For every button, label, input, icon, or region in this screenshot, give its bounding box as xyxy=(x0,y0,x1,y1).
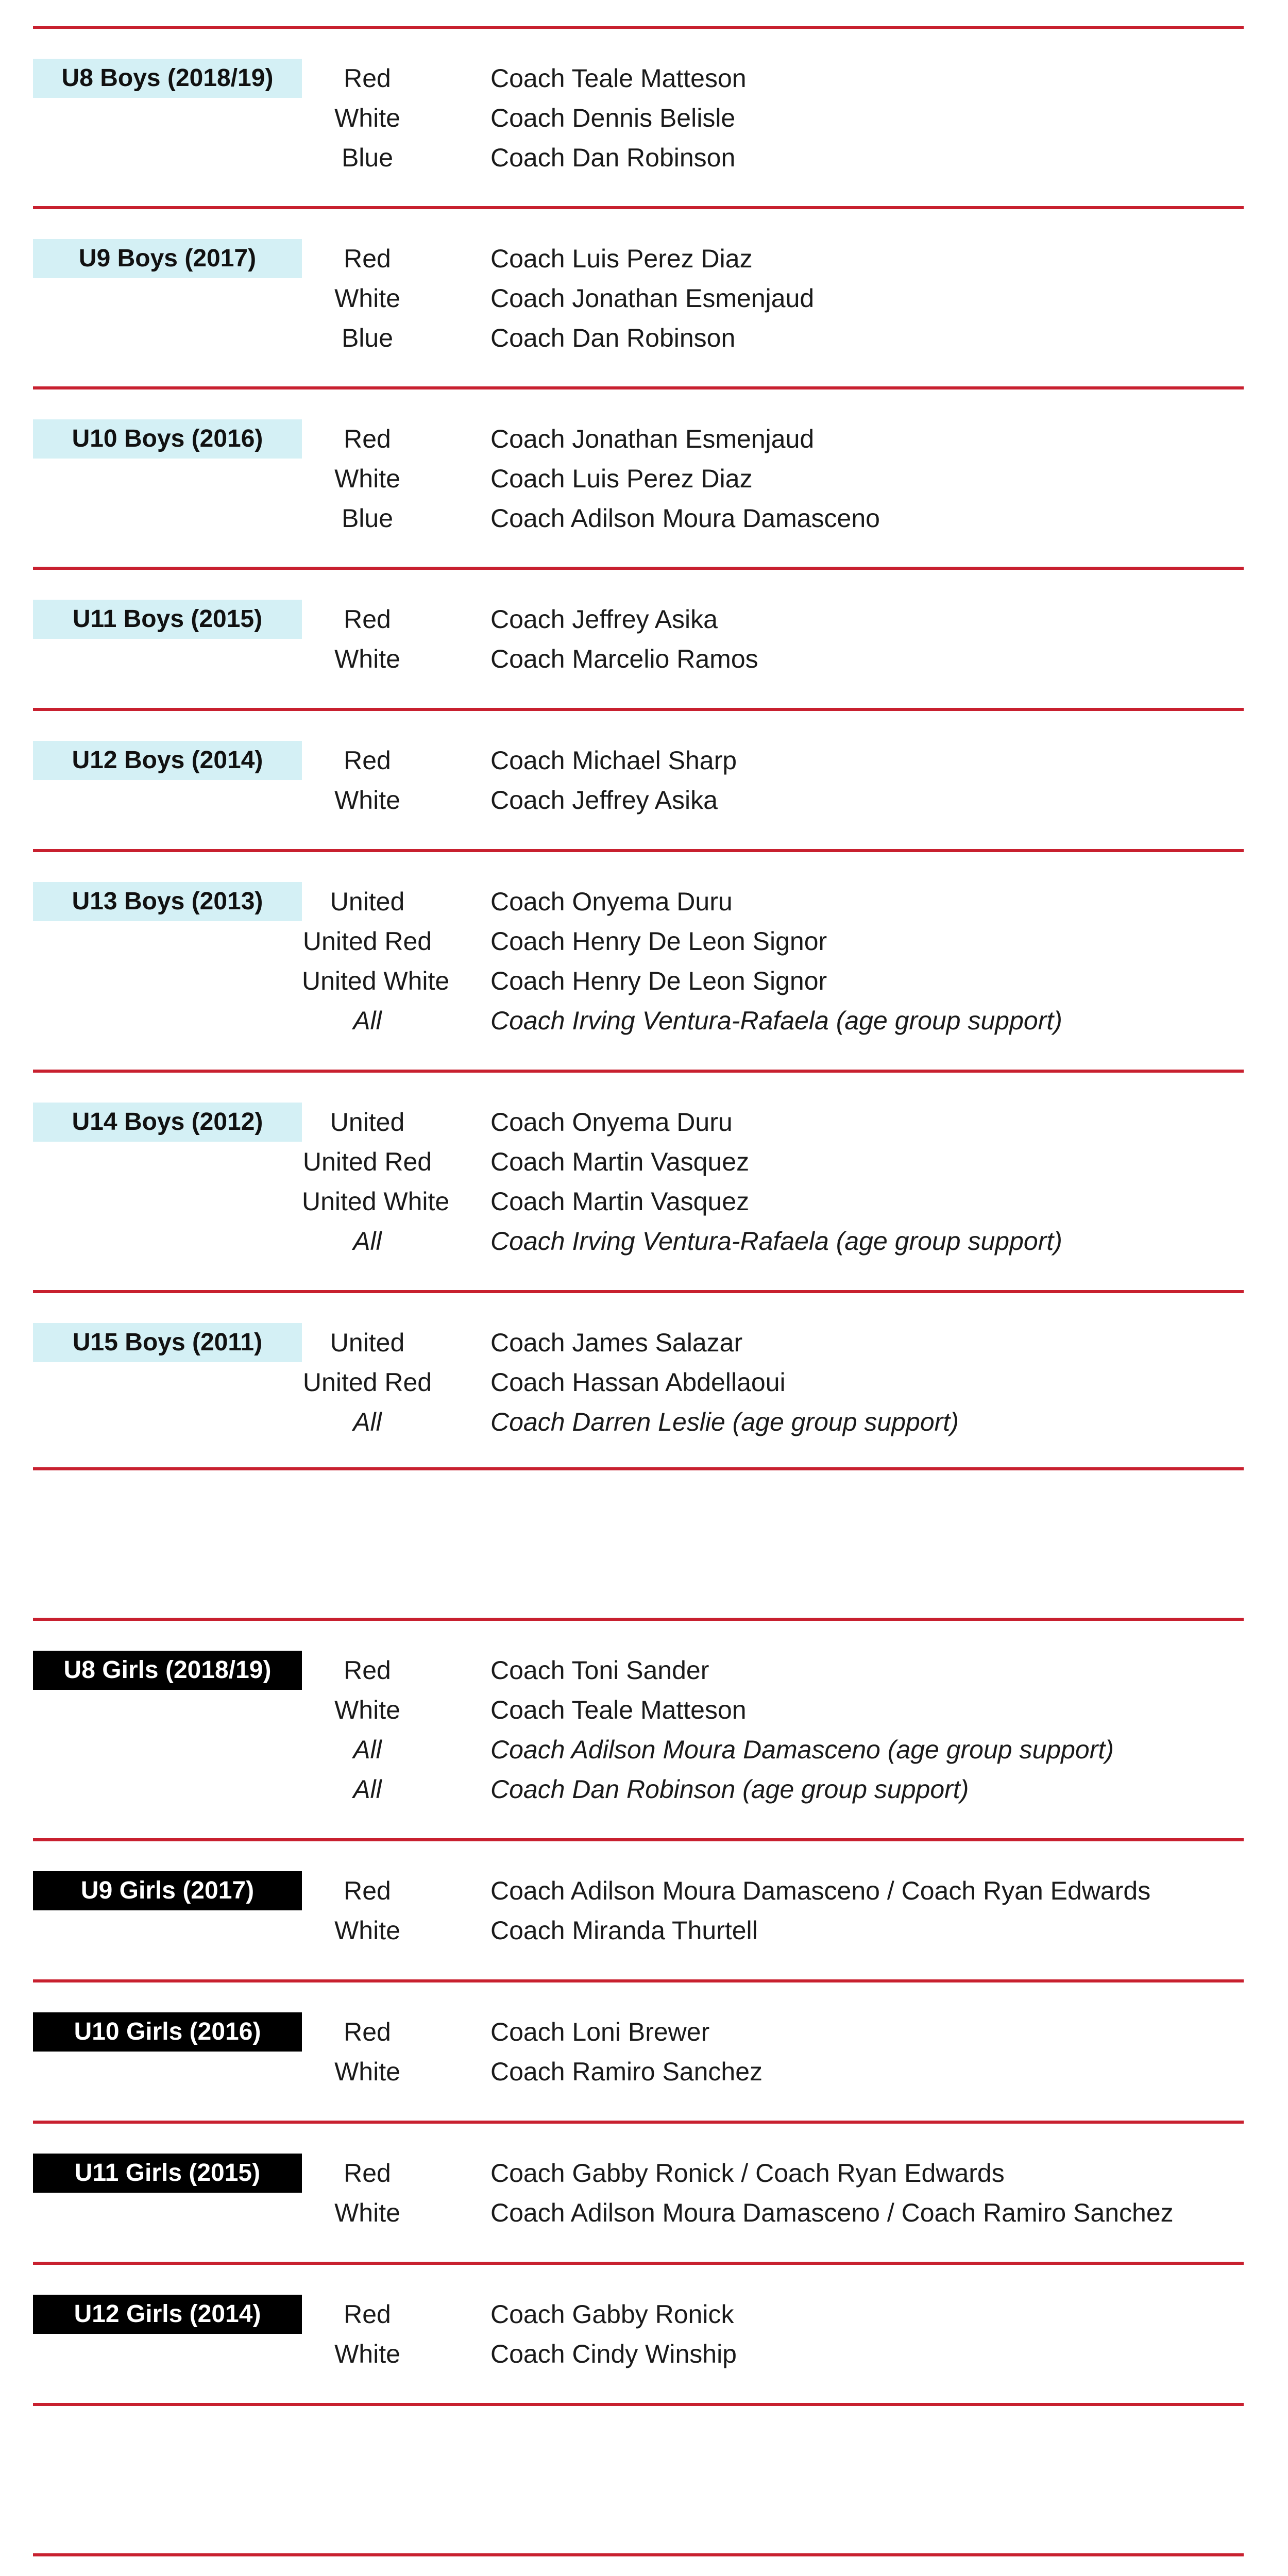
coach-name: Coach Martin Vasquez xyxy=(490,1147,750,1176)
coach-name: Coach Toni Sander xyxy=(490,1656,709,1685)
age-group-label: U14 Boys (2012) xyxy=(33,1103,302,1142)
team-row xyxy=(33,1770,1244,1809)
team-name: Red xyxy=(344,244,391,273)
boys-section xyxy=(0,26,1288,1470)
team-name: Red xyxy=(344,64,391,93)
team-name: United xyxy=(330,1108,405,1137)
coach-name: Coach Cindy Winship xyxy=(490,2340,737,2368)
age-group-label: U15 Boys (2011) xyxy=(33,1323,302,1362)
coach-name: Coach Michael Sharp xyxy=(490,746,737,775)
age-group-label: U8 Girls (2018/19) xyxy=(33,1651,302,1690)
age-group xyxy=(33,1979,1244,2121)
coach-name: Coach Teale Matteson xyxy=(490,64,747,93)
coach-name: Coach Jonathan Esmenjaud xyxy=(490,425,815,453)
age-group xyxy=(33,567,1244,708)
team-name: White xyxy=(334,2198,400,2227)
age-group xyxy=(33,206,1244,386)
team-name: United Red xyxy=(302,1368,432,1397)
team-list xyxy=(33,419,1244,538)
age-group-label: U10 Boys (2016) xyxy=(33,419,302,459)
coach-name: Coach Gabby Ronick xyxy=(490,2300,734,2329)
team-name: White xyxy=(334,2057,400,2086)
coach-name: Coach Jeffrey Asika xyxy=(490,605,718,634)
coach-name: Coach Henry De Leon Signor xyxy=(490,967,827,995)
team-list xyxy=(33,600,1244,679)
team-name: Red xyxy=(344,2300,391,2329)
coach-name: Coach Teale Matteson xyxy=(490,1696,747,1724)
team-row xyxy=(33,1142,1244,1182)
team-row xyxy=(33,2012,1244,2052)
age-group xyxy=(33,1290,1244,1470)
coach-name: Coach Dennis Belisle xyxy=(490,104,736,132)
coach-name: Coach Dan Robinson (age group support) xyxy=(490,1775,969,1804)
coach-name: Coach Onyema Duru xyxy=(490,887,733,916)
coach-name: Coach Hassan Abdellaoui xyxy=(490,1368,786,1397)
team-name: White xyxy=(334,786,400,815)
team-name: United White xyxy=(302,1187,450,1216)
team-list xyxy=(33,1323,1244,1442)
team-row xyxy=(33,961,1244,1001)
team-row xyxy=(33,1103,1244,1142)
coach-name: Coach Jonathan Esmenjaud xyxy=(490,284,815,313)
team-name: Red xyxy=(344,2018,391,2046)
coach-name: Coach Dan Robinson xyxy=(490,143,736,172)
age-group-label: U12 Girls (2014) xyxy=(33,2295,302,2334)
coach-name: Coach Marcelio Ramos xyxy=(490,645,758,673)
coach-name: Coach Onyema Duru xyxy=(490,1108,733,1137)
age-group-label: U9 Boys (2017) xyxy=(33,239,302,278)
team-row xyxy=(33,1651,1244,1690)
age-group xyxy=(33,386,1244,567)
coach-name: Coach Adilson Moura Damasceno / Coach Ramiro Sanchez xyxy=(490,2198,1174,2227)
team-name: Red xyxy=(344,425,391,453)
coach-name: Coach Miranda Thurtell xyxy=(490,1916,758,1945)
coach-name: Coach Adilson Moura Damasceno xyxy=(490,504,880,533)
coach-name: Coach Irving Ventura-Rafaela (age group support) xyxy=(490,1227,1062,1256)
team-name: White xyxy=(334,1916,400,1945)
team-name: United xyxy=(330,887,405,916)
team-row xyxy=(33,138,1244,178)
girls-section xyxy=(0,1618,1288,2406)
team-list xyxy=(33,1103,1244,1261)
team-row xyxy=(33,2334,1244,2374)
coach-name: Coach Irving Ventura-Rafaela (age group support) xyxy=(490,1006,1062,1035)
team-row xyxy=(33,59,1244,98)
coach-name: Coach Gabby Ronick / Coach Ryan Edwards xyxy=(490,2159,1005,2188)
team-name: All xyxy=(353,1408,382,1436)
team-row xyxy=(33,1363,1244,1402)
coach-name: Coach Dan Robinson xyxy=(490,324,736,352)
team-list xyxy=(33,2295,1244,2374)
team-name: All xyxy=(353,1227,382,1256)
team-row xyxy=(33,98,1244,138)
team-name: Blue xyxy=(341,143,394,172)
team-row xyxy=(33,2154,1244,2193)
team-row xyxy=(33,1690,1244,1730)
coach-name: Coach Henry De Leon Signor xyxy=(490,927,827,956)
team-row xyxy=(33,882,1244,922)
coach-name: Coach Darren Leslie (age group support) xyxy=(490,1408,959,1436)
team-name: All xyxy=(353,1735,382,1764)
team-name: United Red xyxy=(302,927,432,956)
team-row xyxy=(33,318,1244,358)
team-row xyxy=(33,781,1244,820)
team-row xyxy=(33,1911,1244,1951)
age-group xyxy=(33,849,1244,1070)
age-group xyxy=(33,2553,1244,2576)
age-group-label: U13 Boys (2013) xyxy=(33,882,302,921)
team-name: United Red xyxy=(302,1147,432,1176)
team-row xyxy=(33,239,1244,279)
coach-name: Coach Adilson Moura Damasceno (age group support) xyxy=(490,1735,1114,1764)
team-row xyxy=(33,1182,1244,1222)
team-row xyxy=(33,1001,1244,1041)
coach-name: Coach James Salazar xyxy=(490,1328,743,1357)
team-row xyxy=(33,279,1244,318)
team-row xyxy=(33,1222,1244,1261)
team-name: United White xyxy=(302,967,450,995)
team-row xyxy=(33,922,1244,961)
team-name: Blue xyxy=(341,324,394,352)
team-list xyxy=(33,2154,1244,2233)
team-list xyxy=(33,1871,1244,1951)
team-name: White xyxy=(334,645,400,673)
team-row xyxy=(33,600,1244,639)
age-group xyxy=(33,1070,1244,1290)
team-name: White xyxy=(334,104,400,132)
team-name: Red xyxy=(344,605,391,634)
team-row xyxy=(33,2193,1244,2233)
team-list xyxy=(33,2012,1244,2092)
age-group xyxy=(33,1618,1244,1838)
team-name: White xyxy=(334,1696,400,1724)
coach-name: Coach Luis Perez Diaz xyxy=(490,244,753,273)
coach-name: Coach Martin Vasquez xyxy=(490,1187,750,1216)
team-name: Red xyxy=(344,2159,391,2188)
team-name: Red xyxy=(344,1656,391,1685)
team-row xyxy=(33,1323,1244,1363)
team-row xyxy=(33,639,1244,679)
coach-name: Coach Jeffrey Asika xyxy=(490,786,718,815)
team-name: Red xyxy=(344,1876,391,1905)
coach-name: Coach Luis Perez Diaz xyxy=(490,464,753,493)
team-list xyxy=(33,1651,1244,1809)
team-row xyxy=(33,419,1244,459)
team-list xyxy=(33,59,1244,178)
team-name: All xyxy=(353,1006,382,1035)
team-row xyxy=(33,741,1244,781)
team-row xyxy=(33,2295,1244,2334)
team-name: White xyxy=(334,284,400,313)
coach-name: Coach Loni Brewer xyxy=(490,2018,710,2046)
team-name: United xyxy=(330,1328,405,1357)
age-group-label: U8 Boys (2018/19) xyxy=(33,59,302,98)
goalkeeper-section xyxy=(0,2553,1288,2576)
age-group-label: U9 Girls (2017) xyxy=(33,1871,302,1910)
team-row xyxy=(33,459,1244,499)
team-name: Red xyxy=(344,746,391,775)
age-group xyxy=(33,26,1244,206)
age-group xyxy=(33,2262,1244,2406)
team-name: White xyxy=(334,464,400,493)
team-name: All xyxy=(353,1775,382,1804)
team-row xyxy=(33,2052,1244,2092)
team-row xyxy=(33,1730,1244,1770)
team-row xyxy=(33,1871,1244,1911)
team-list xyxy=(33,741,1244,820)
age-group-label: U11 Boys (2015) xyxy=(33,600,302,639)
team-list xyxy=(33,882,1244,1041)
team-name: White xyxy=(334,2340,400,2368)
age-group-label: U11 Girls (2015) xyxy=(33,2154,302,2193)
team-row xyxy=(33,499,1244,538)
coach-name: Coach Adilson Moura Damasceno / Coach Ryan Edwards xyxy=(490,1876,1151,1905)
team-row xyxy=(33,1402,1244,1442)
age-group xyxy=(33,2121,1244,2262)
team-list xyxy=(33,239,1244,358)
team-name: Blue xyxy=(341,504,394,533)
coach-name: Coach Ramiro Sanchez xyxy=(490,2057,763,2086)
age-group xyxy=(33,708,1244,849)
age-group-label: U10 Girls (2016) xyxy=(33,2012,302,2052)
age-group xyxy=(33,1838,1244,1979)
age-group-label: U12 Boys (2014) xyxy=(33,741,302,780)
